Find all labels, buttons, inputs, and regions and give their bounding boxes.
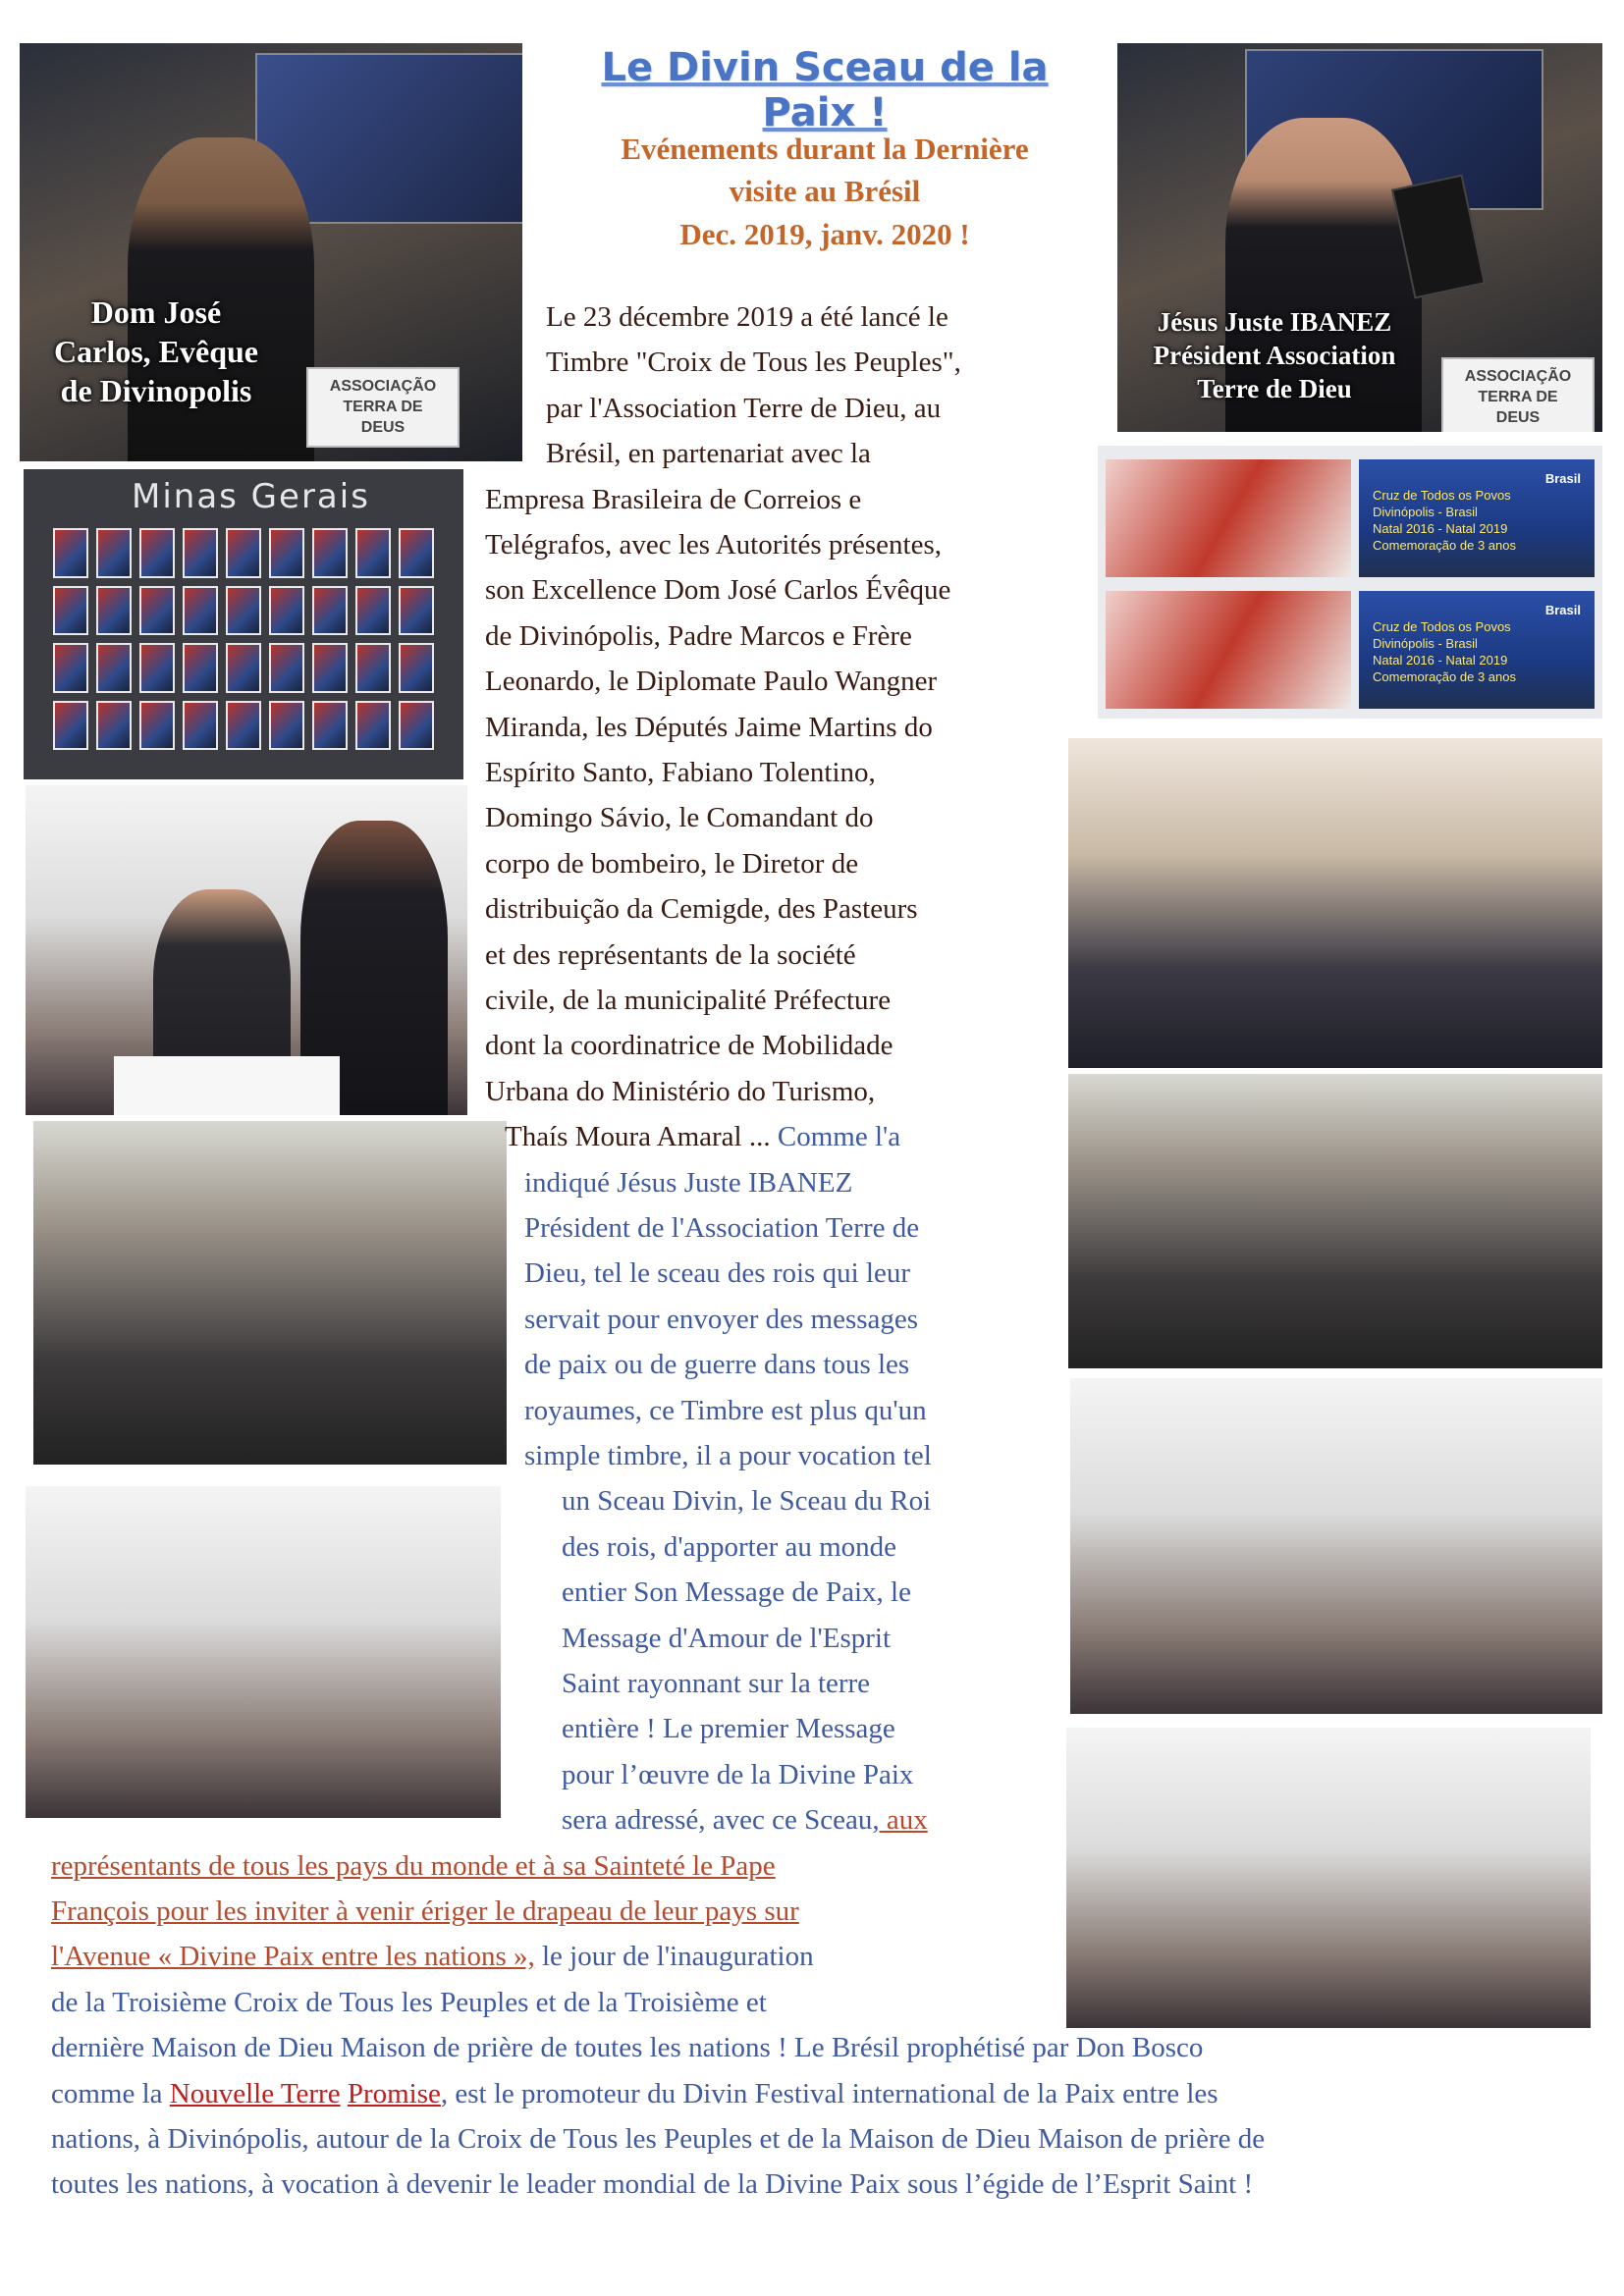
president-caption: Jésus Juste IBANEZ Président Association Terre de Dieu <box>1153 307 1396 403</box>
stamp-row-top <box>1106 459 1595 577</box>
bishop-caption: Dom José Carlos, Evêque de Divinopolis <box>54 294 258 408</box>
stamp-art <box>1106 459 1351 577</box>
stamp-grid <box>53 528 434 750</box>
page-title: Le Divin Sceau de la Paix ! <box>601 45 1049 135</box>
photo-group-military <box>1066 1728 1591 2028</box>
photo-seated-audience <box>33 1121 507 1465</box>
photo-president-speaking <box>1117 43 1602 432</box>
link-promise[interactable]: Promise <box>347 2078 441 2109</box>
link-nouvelle-terre[interactable]: Nouvelle Terre <box>169 2078 341 2109</box>
stamp-row-bottom <box>1106 591 1595 709</box>
photo-hall-audience <box>1068 1074 1602 1368</box>
photo-signing-ceremony <box>26 785 467 1115</box>
stamp-text-block: Brasil Cruz de Todos os Povos Divinópolis - Brasil Natal 2016 - Natal 2019 Comemoração de 3 anos <box>1359 459 1595 577</box>
page-subtitle: Evénements durant la Dernière visite au Brésil Dec. 2019, janv. 2020 ! <box>621 132 1029 251</box>
table <box>114 1056 340 1115</box>
photo-standing-audience <box>1068 738 1602 1068</box>
association-sign: ASSOCIAÇÃO TERRA DE DEUS <box>306 367 460 448</box>
photo-stamp-sheet <box>24 469 463 779</box>
association-sign: ASSOCIAÇÃO TERRA DE DEUS <box>1441 357 1595 432</box>
stamp-text-block: Brasil Cruz de Todos os Povos Divinópolis - Brasil Natal 2016 - Natal 2019 Comemoração de 3 anos <box>1359 591 1595 709</box>
photo-stamp-closeup <box>1098 446 1602 719</box>
photo-group-left <box>26 1486 501 1818</box>
stamp-art <box>1106 591 1351 709</box>
photo-bishop-speaking <box>20 43 522 461</box>
stamp-sheet-title: Minas Gerais <box>132 477 370 516</box>
photo-group-five <box>1070 1378 1602 1714</box>
